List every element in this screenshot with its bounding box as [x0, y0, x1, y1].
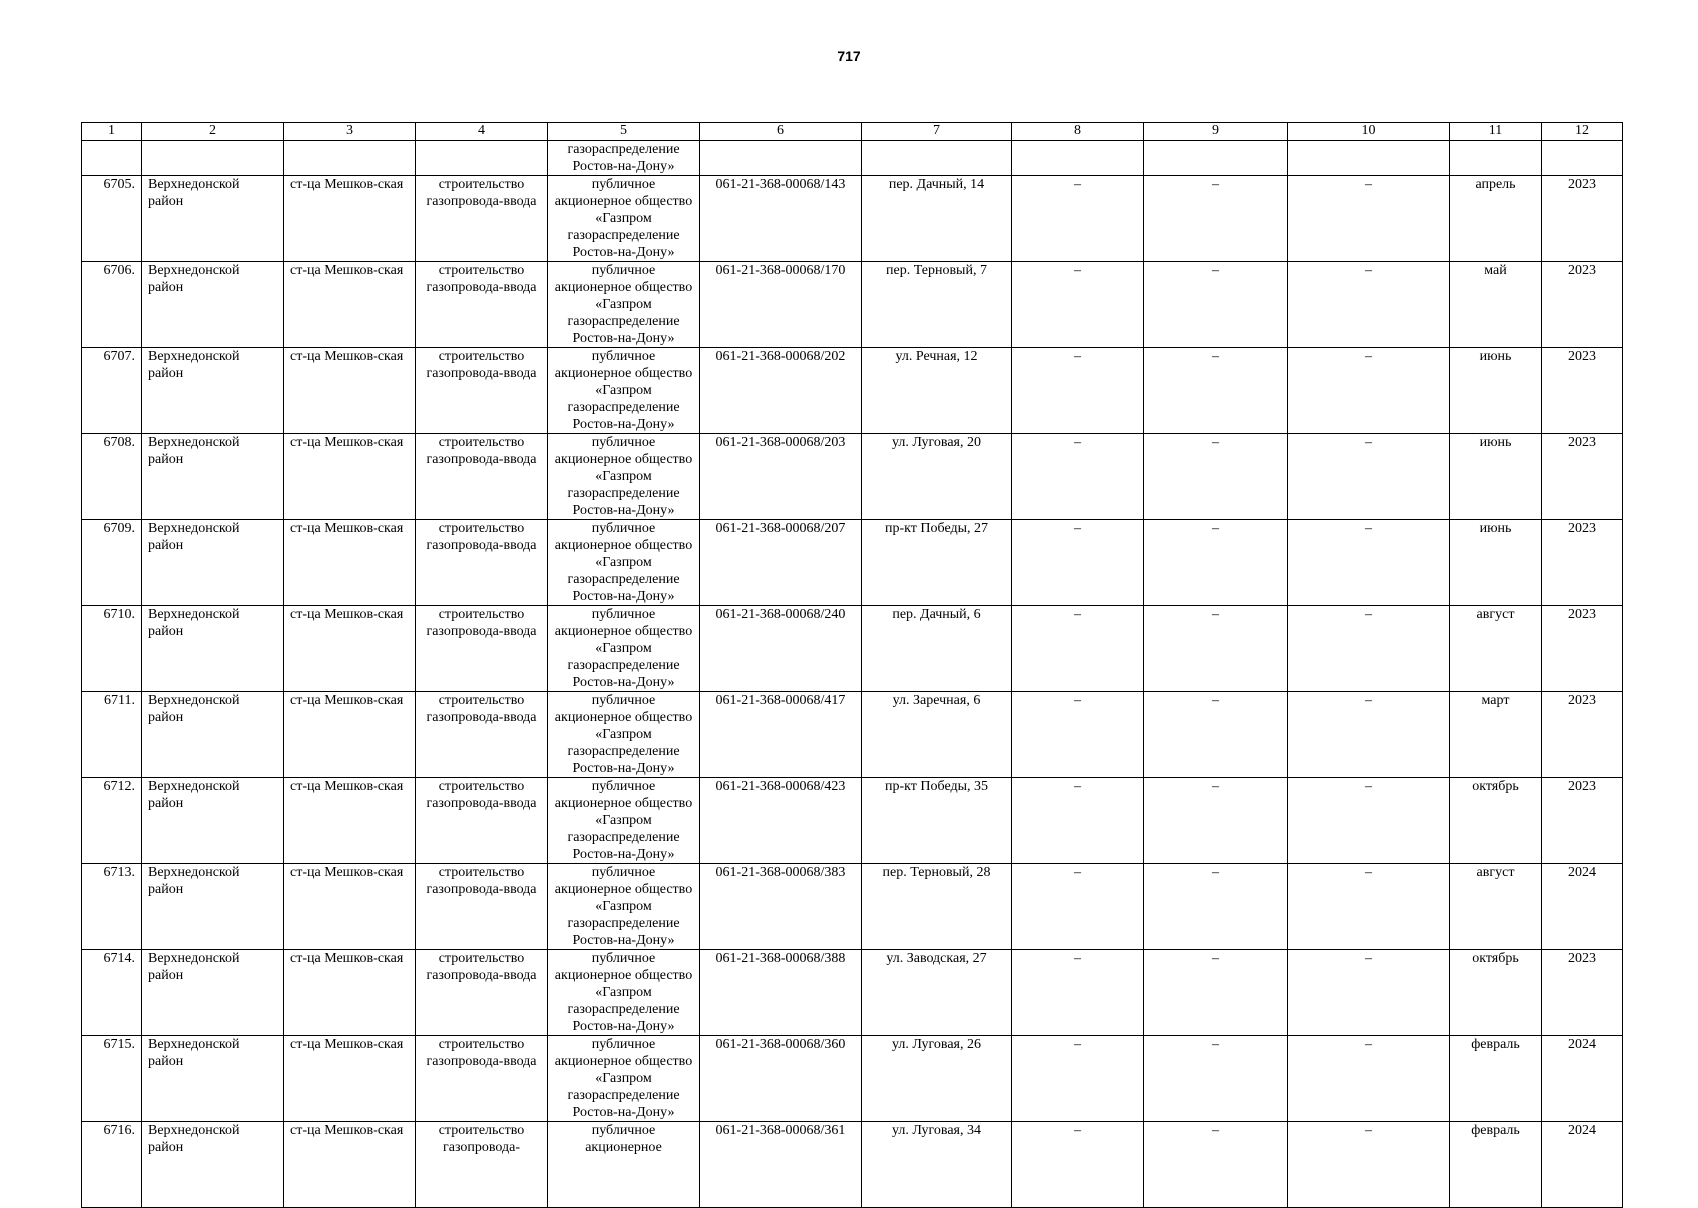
work-type-cell: строительство газопровода-ввода — [416, 864, 548, 950]
code-cell: 061-21-368-00068/207 — [700, 520, 862, 606]
month-cell: август — [1450, 864, 1542, 950]
organization-cell: публичное акционерное общество «Газпром газораспределение Ростов-на-Дону» — [548, 692, 700, 778]
col10-cell: – — [1288, 520, 1450, 606]
year-cell: 2023 — [1542, 434, 1623, 520]
row-number: 6705. — [82, 176, 142, 262]
col8-cell: – — [1012, 692, 1144, 778]
col8-cell: – — [1012, 1122, 1144, 1208]
column-header: 7 — [862, 123, 1012, 141]
col8-cell: – — [1012, 778, 1144, 864]
col8-cell: – — [1012, 262, 1144, 348]
district-cell: Верхнедонской район — [142, 262, 284, 348]
month-cell: июнь — [1450, 434, 1542, 520]
col9-cell: – — [1144, 1122, 1288, 1208]
settlement-cell: ст-ца Мешков-ская — [284, 1036, 416, 1122]
col9-cell: – — [1144, 1036, 1288, 1122]
table-row — [82, 950, 1623, 1036]
code-cell: 061-21-368-00068/388 — [700, 950, 862, 1036]
col8-cell: – — [1012, 176, 1144, 262]
col9-cell: – — [1144, 262, 1288, 348]
district-cell: Верхнедонской район — [142, 606, 284, 692]
row-number: 6715. — [82, 1036, 142, 1122]
col10-cell: – — [1288, 950, 1450, 1036]
work-type-cell: строительство газопровода-ввода — [416, 692, 548, 778]
organization-cell: публичное акционерное общество «Газпром газораспределение Ростов-на-Дону» — [548, 864, 700, 950]
column-header: 5 — [548, 123, 700, 141]
settlement-cell: ст-ца Мешков-ская — [284, 176, 416, 262]
month-cell: март — [1450, 692, 1542, 778]
organization-cell: публичное акционерное общество «Газпром газораспределение Ростов-на-Дону» — [548, 1036, 700, 1122]
row-number: 6710. — [82, 606, 142, 692]
col10-cell: – — [1288, 606, 1450, 692]
district-cell: Верхнедонской район — [142, 692, 284, 778]
table-row — [82, 520, 1623, 606]
row-number: 6714. — [82, 950, 142, 1036]
col9-cell: – — [1144, 176, 1288, 262]
row-number: 6712. — [82, 778, 142, 864]
row-number: 6709. — [82, 520, 142, 606]
settlement-cell: ст-ца Мешков-ская — [284, 262, 416, 348]
code-cell: 061-21-368-00068/417 — [700, 692, 862, 778]
month-cell: февраль — [1450, 1122, 1542, 1208]
year-cell: 2024 — [1542, 1122, 1623, 1208]
table-row — [82, 434, 1623, 520]
settlement-cell: ст-ца Мешков-ская — [284, 778, 416, 864]
code-cell: 061-21-368-00068/360 — [700, 1036, 862, 1122]
table-row — [82, 692, 1623, 778]
address-cell: пер. Дачный, 6 — [862, 606, 1012, 692]
row-number: 6716. — [82, 1122, 142, 1208]
work-type-cell: строительство газопровода-ввода — [416, 176, 548, 262]
district-cell: Верхнедонской район — [142, 520, 284, 606]
col10-cell: – — [1288, 864, 1450, 950]
column-header: 8 — [1012, 123, 1144, 141]
district-cell: Верхнедонской район — [142, 176, 284, 262]
address-cell: пер. Дачный, 14 — [862, 176, 1012, 262]
column-header: 11 — [1450, 123, 1542, 141]
organization-cell: публичное акционерное общество «Газпром газораспределение Ростов-на-Дону» — [548, 778, 700, 864]
year-cell: 2023 — [1542, 348, 1623, 434]
month-cell: октябрь — [1450, 950, 1542, 1036]
col8-cell: – — [1012, 348, 1144, 434]
column-number-row — [82, 123, 1623, 141]
year-cell: 2023 — [1542, 606, 1623, 692]
page-number: 717 — [837, 48, 861, 64]
code-cell: 061-21-368-00068/170 — [700, 262, 862, 348]
col8-cell: – — [1012, 1036, 1144, 1122]
district-cell: Верхнедонской район — [142, 950, 284, 1036]
column-header: 2 — [142, 123, 284, 141]
work-type-cell: строительство газопровода-ввода — [416, 348, 548, 434]
address-cell: ул. Луговая, 26 — [862, 1036, 1012, 1122]
row-number: 6707. — [82, 348, 142, 434]
month-cell: апрель — [1450, 176, 1542, 262]
district-cell: Верхнедонской район — [142, 1122, 284, 1208]
district-cell: Верхнедонской район — [142, 348, 284, 434]
table-row — [82, 778, 1623, 864]
year-cell: 2023 — [1542, 520, 1623, 606]
col8-cell: – — [1012, 864, 1144, 950]
org-cell-continued: газораспределение Ростов-на-Дону» — [548, 141, 700, 176]
settlement-cell: ст-ца Мешков-ская — [284, 864, 416, 950]
organization-cell: публичное акционерное общество «Газпром газораспределение Ростов-на-Дону» — [548, 434, 700, 520]
col8-cell: – — [1012, 520, 1144, 606]
col10-cell: – — [1288, 434, 1450, 520]
address-cell: ул. Луговая, 34 — [862, 1122, 1012, 1208]
column-header: 4 — [416, 123, 548, 141]
work-type-cell: строительство газопровода- — [416, 1122, 548, 1208]
year-cell: 2023 — [1542, 692, 1623, 778]
table-row — [82, 262, 1623, 348]
code-cell: 061-21-368-00068/423 — [700, 778, 862, 864]
col9-cell: – — [1144, 950, 1288, 1036]
year-cell: 2024 — [1542, 864, 1623, 950]
col10-cell: – — [1288, 262, 1450, 348]
address-cell: ул. Луговая, 20 — [862, 434, 1012, 520]
organization-cell: публичное акционерное общество «Газпром газораспределение Ростов-на-Дону» — [548, 606, 700, 692]
address-cell: пр-кт Победы, 35 — [862, 778, 1012, 864]
month-cell: май — [1450, 262, 1542, 348]
registry-table — [81, 122, 1623, 1208]
address-cell: ул. Заводская, 27 — [862, 950, 1012, 1036]
col10-cell: – — [1288, 1122, 1450, 1208]
organization-cell: публичное акционерное — [548, 1122, 700, 1208]
month-cell: октябрь — [1450, 778, 1542, 864]
address-cell: пр-кт Победы, 27 — [862, 520, 1012, 606]
column-header: 1 — [82, 123, 142, 141]
settlement-cell: ст-ца Мешков-ская — [284, 692, 416, 778]
work-type-cell: строительство газопровода-ввода — [416, 262, 548, 348]
code-cell: 061-21-368-00068/202 — [700, 348, 862, 434]
settlement-cell: ст-ца Мешков-ская — [284, 434, 416, 520]
col8-cell: – — [1012, 434, 1144, 520]
work-type-cell: строительство газопровода-ввода — [416, 950, 548, 1036]
work-type-cell: строительство газопровода-ввода — [416, 1036, 548, 1122]
month-cell: июнь — [1450, 348, 1542, 434]
organization-cell: публичное акционерное общество «Газпром газораспределение Ростов-на-Дону» — [548, 348, 700, 434]
year-cell: 2023 — [1542, 176, 1623, 262]
work-type-cell: строительство газопровода-ввода — [416, 434, 548, 520]
continuation-row — [82, 141, 1623, 176]
col10-cell: – — [1288, 692, 1450, 778]
settlement-cell: ст-ца Мешков-ская — [284, 348, 416, 434]
row-number: 6713. — [82, 864, 142, 950]
code-cell: 061-21-368-00068/240 — [700, 606, 862, 692]
district-cell: Верхнедонской район — [142, 434, 284, 520]
address-cell: ул. Речная, 12 — [862, 348, 1012, 434]
year-cell: 2023 — [1542, 950, 1623, 1036]
row-number: 6708. — [82, 434, 142, 520]
table-row — [82, 1122, 1623, 1208]
row-number: 6711. — [82, 692, 142, 778]
col9-cell: – — [1144, 778, 1288, 864]
address-cell: ул. Заречная, 6 — [862, 692, 1012, 778]
col9-cell: – — [1144, 434, 1288, 520]
column-header: 6 — [700, 123, 862, 141]
settlement-cell: ст-ца Мешков-ская — [284, 1122, 416, 1208]
col9-cell: – — [1144, 692, 1288, 778]
organization-cell: публичное акционерное общество «Газпром газораспределение Ростов-на-Дону» — [548, 950, 700, 1036]
year-cell: 2024 — [1542, 1036, 1623, 1122]
month-cell: февраль — [1450, 1036, 1542, 1122]
column-header: 12 — [1542, 123, 1623, 141]
column-header: 10 — [1288, 123, 1450, 141]
table-row — [82, 864, 1623, 950]
work-type-cell: строительство газопровода-ввода — [416, 606, 548, 692]
table-row — [82, 176, 1623, 262]
col9-cell: – — [1144, 520, 1288, 606]
work-type-cell: строительство газопровода-ввода — [416, 520, 548, 606]
column-header: 9 — [1144, 123, 1288, 141]
col9-cell: – — [1144, 606, 1288, 692]
district-cell: Верхнедонской район — [142, 1036, 284, 1122]
year-cell: 2023 — [1542, 262, 1623, 348]
address-cell: пер. Терновый, 28 — [862, 864, 1012, 950]
code-cell: 061-21-368-00068/203 — [700, 434, 862, 520]
table-row — [82, 1036, 1623, 1122]
col9-cell: – — [1144, 864, 1288, 950]
district-cell: Верхнедонской район — [142, 778, 284, 864]
address-cell: пер. Терновый, 7 — [862, 262, 1012, 348]
settlement-cell: ст-ца Мешков-ская — [284, 606, 416, 692]
col10-cell: – — [1288, 176, 1450, 262]
col9-cell: – — [1144, 348, 1288, 434]
table-row — [82, 606, 1623, 692]
table-row — [82, 348, 1623, 434]
col10-cell: – — [1288, 1036, 1450, 1122]
row-number: 6706. — [82, 262, 142, 348]
organization-cell: публичное акционерное общество «Газпром газораспределение Ростов-на-Дону» — [548, 262, 700, 348]
work-type-cell: строительство газопровода-ввода — [416, 778, 548, 864]
district-cell: Верхнедонской район — [142, 864, 284, 950]
month-cell: июнь — [1450, 520, 1542, 606]
month-cell: август — [1450, 606, 1542, 692]
code-cell: 061-21-368-00068/143 — [700, 176, 862, 262]
code-cell: 061-21-368-00068/361 — [700, 1122, 862, 1208]
organization-cell: публичное акционерное общество «Газпром газораспределение Ростов-на-Дону» — [548, 520, 700, 606]
organization-cell: публичное акционерное общество «Газпром газораспределение Ростов-на-Дону» — [548, 176, 700, 262]
column-header: 3 — [284, 123, 416, 141]
year-cell: 2023 — [1542, 778, 1623, 864]
col8-cell: – — [1012, 606, 1144, 692]
code-cell: 061-21-368-00068/383 — [700, 864, 862, 950]
settlement-cell: ст-ца Мешков-ская — [284, 950, 416, 1036]
col10-cell: – — [1288, 348, 1450, 434]
settlement-cell: ст-ца Мешков-ская — [284, 520, 416, 606]
col10-cell: – — [1288, 778, 1450, 864]
col8-cell: – — [1012, 950, 1144, 1036]
